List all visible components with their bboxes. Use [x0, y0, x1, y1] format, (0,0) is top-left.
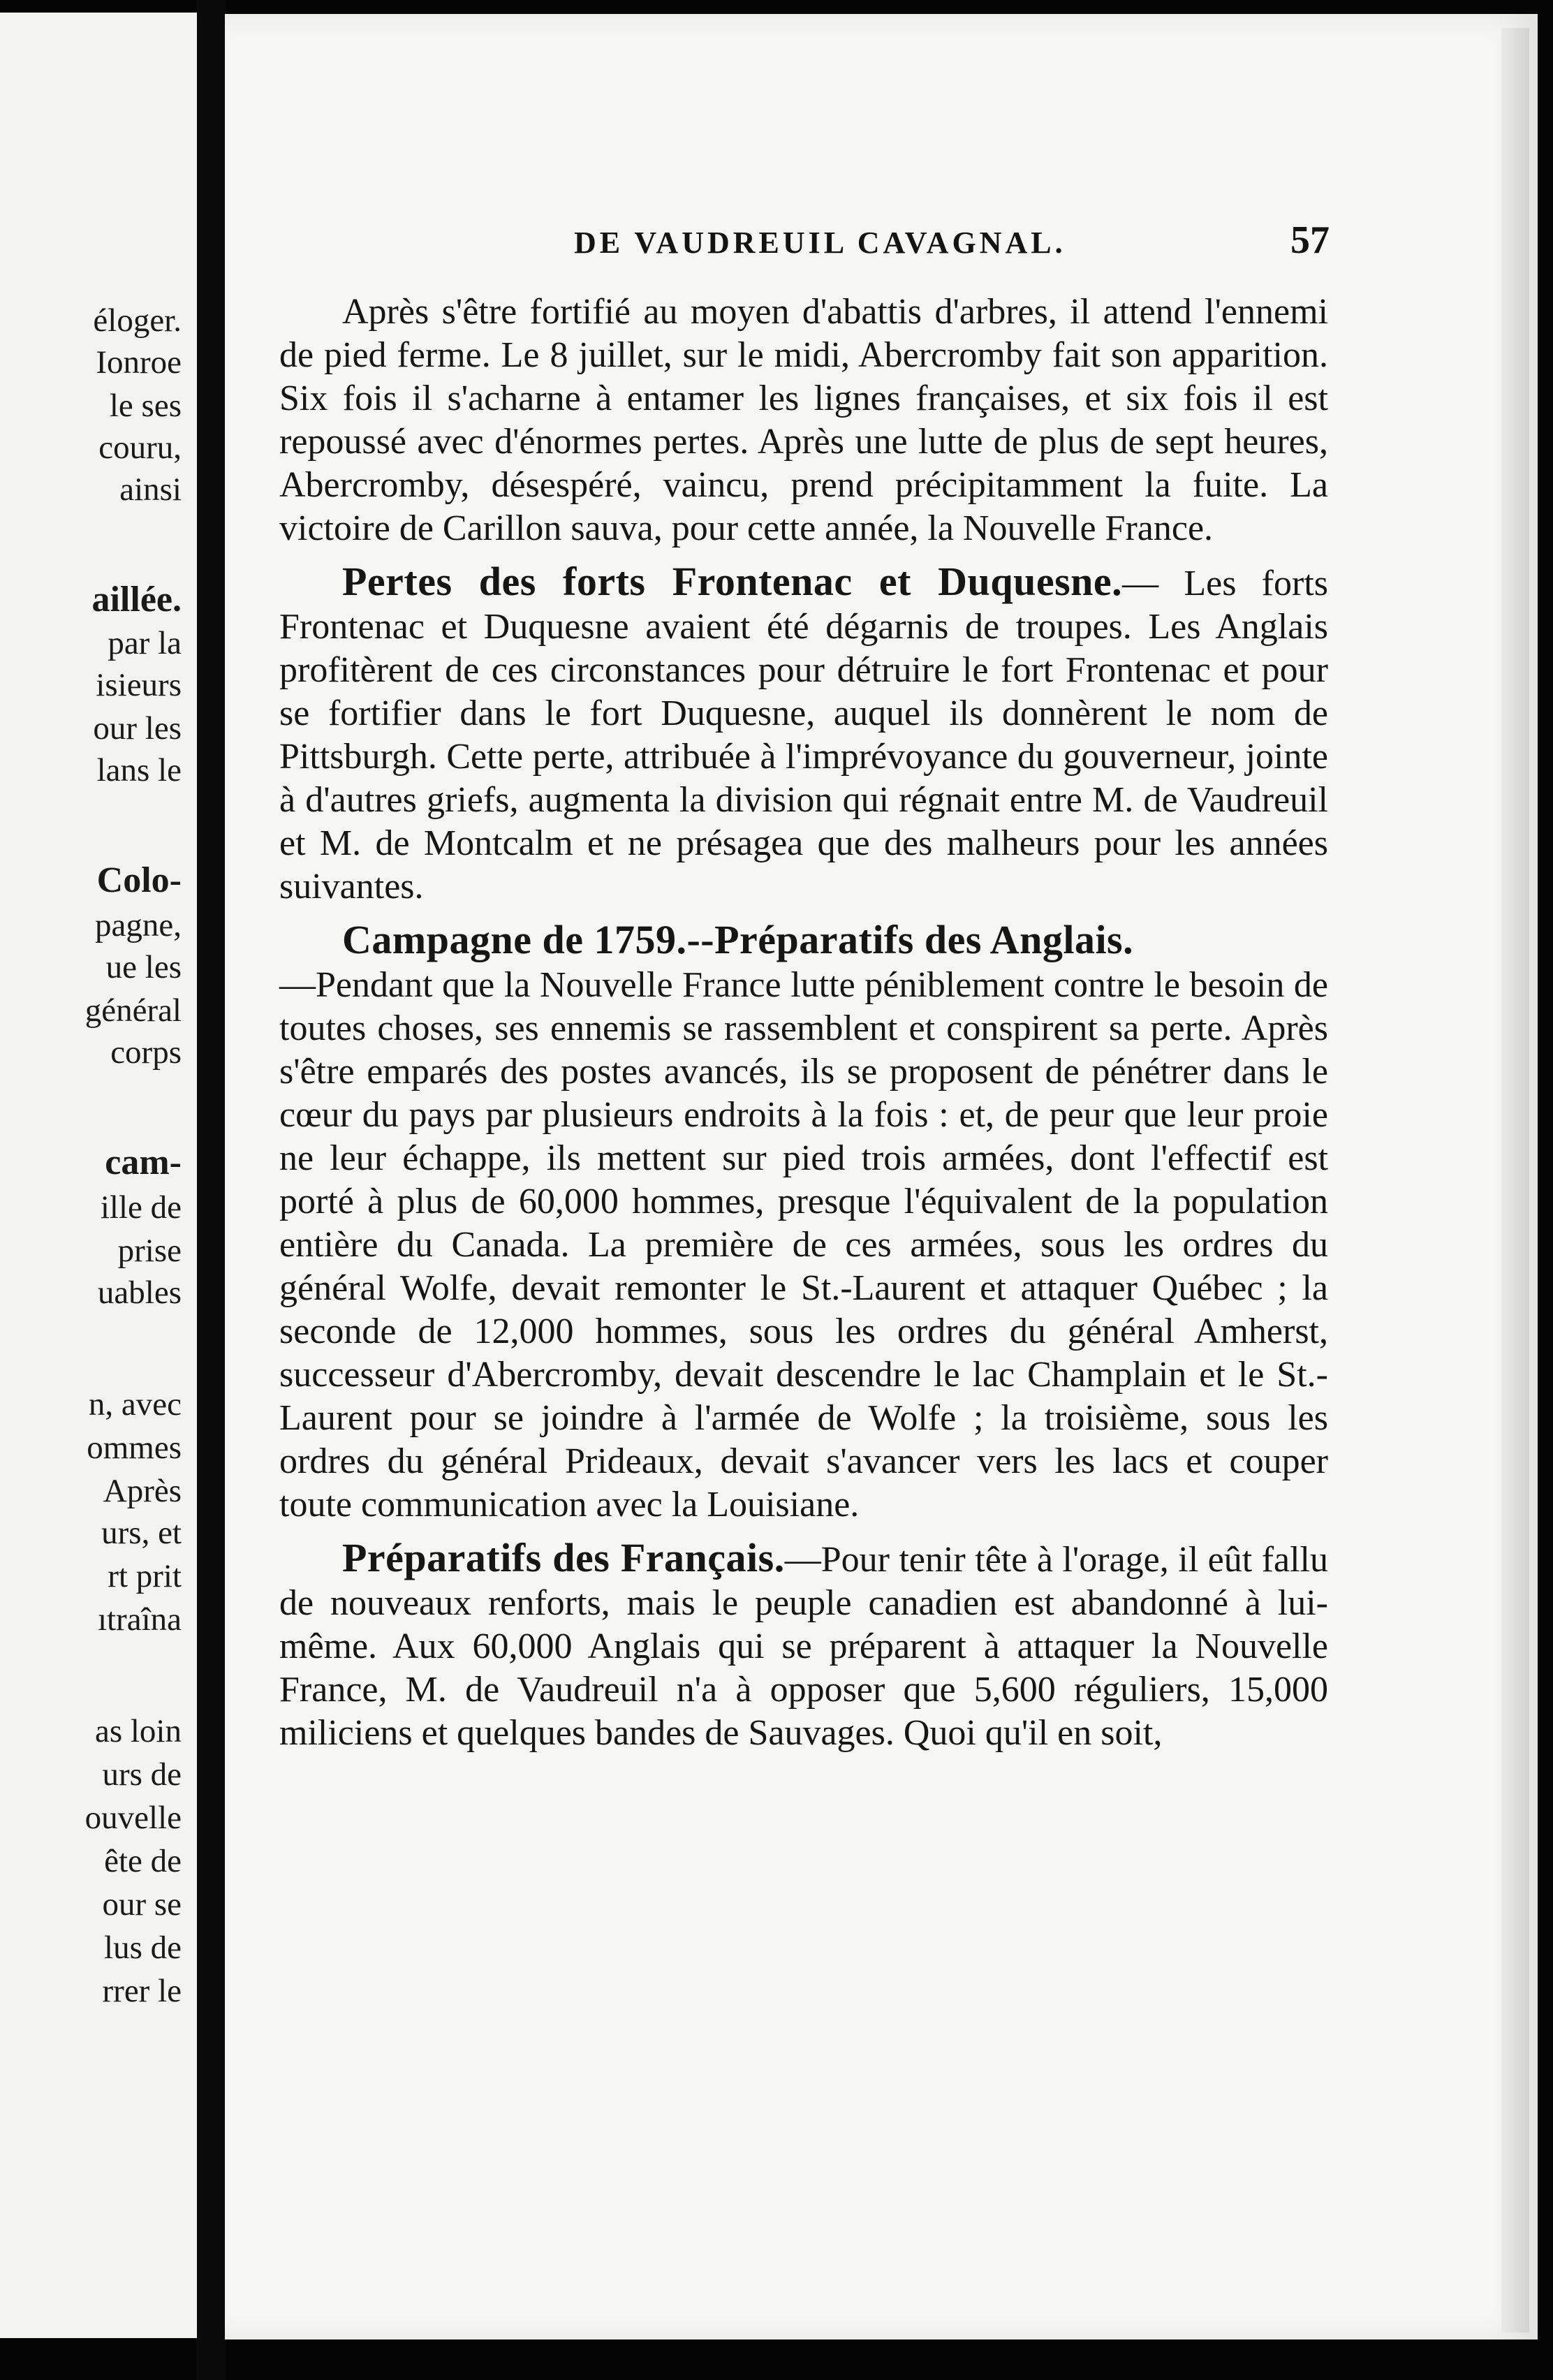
facing-page-fragment: our se [102, 1886, 182, 1923]
facing-page-fragment: ille de [100, 1189, 182, 1226]
facing-page-fragment: ainsi [119, 471, 182, 508]
facing-page-fragment: n, avec [88, 1386, 182, 1423]
section-heading: Préparatifs des Français. [342, 1535, 785, 1580]
facing-page-fragment: as loin [94, 1713, 182, 1749]
book-gutter [197, 0, 226, 2380]
facing-page-fragment: Colo- [96, 860, 182, 900]
section-forts [279, 560, 1328, 909]
section-campagne-heading [279, 918, 1328, 964]
section-body: —Pour tenir tête à l'orage, il eût fallu de nouveaux renforts, mais le peuple canadien est abandonné à lui-même. Aux 60,000 Anglais qui se préparent à attaquer la Nouvelle France, M. de Vaudreuil n'a à opposer que 5,600 réguliers, 15,000 miliciens et quelques bandes de Sauvages. Quoi qu'il en soit, [279, 1540, 1328, 1753]
facing-page-fragment: couru, [98, 429, 182, 466]
facing-page-fragment: our les [93, 710, 182, 747]
facing-page-fragment: ommes [87, 1430, 182, 1466]
facing-page-fragment: corps [110, 1034, 182, 1071]
facing-page-fragment: ouvelle [84, 1800, 182, 1836]
section-francais [279, 1536, 1328, 1755]
facing-page-fragment: ête de [104, 1843, 182, 1879]
facing-page-fragment: rt prit [108, 1558, 182, 1594]
running-head: DE VAUDREUIL CAVAGNAL. [574, 226, 1066, 260]
facing-page-fragment: prise [117, 1233, 182, 1269]
facing-page-fragment: Après [103, 1473, 182, 1509]
facing-page-fragment: éloger. [93, 302, 182, 339]
facing-page-fragment: isieurs [96, 667, 182, 703]
paragraph-carillon: Après s'être fortifié au moyen d'abattis d'arbres, il attend l'ennemi de pied ferme. Le 8 juillet, sur le midi, Abercromby fait son apparition. Six fois il s'acharne à entamer les lignes françaises, et six fois il est repoussé avec d'énormes pertes. Après une lutte de plus de sept heures, Abercromby, désespéré, vaincu, prend précipitamment la fuite. La victoire de Carillon sauva, pour cette année, la Nouvelle France. [279, 292, 1328, 548]
facing-page-fragment: rrer le [102, 1973, 182, 2009]
facing-page-fragment: cam- [105, 1143, 182, 1182]
facing-page-fragment: urs de [102, 1756, 182, 1793]
facing-page-fragment: aillée. [91, 580, 182, 619]
facing-page-left [0, 13, 199, 2338]
section-heading: Campagne de 1759.--Préparatifs des Anglais. [342, 917, 1134, 962]
page-edge [1501, 28, 1529, 2333]
page-number: 57 [1290, 219, 1330, 262]
facing-page-fragment: général [84, 992, 182, 1029]
facing-page-fragment: lus de [104, 1930, 182, 1966]
facing-page-fragment: uables [97, 1275, 182, 1311]
facing-page-fragment: urs, et [101, 1515, 182, 1551]
section-heading: Pertes des forts Frontenac et Duquesne. [342, 559, 1123, 604]
facing-page-fragment: Ionroe [96, 344, 182, 381]
text-column [279, 291, 1328, 1755]
facing-page-fragment: ue les [105, 949, 182, 985]
facing-page-fragment: lans le [96, 752, 182, 788]
facing-page-fragment: pagne, [95, 907, 182, 943]
section-campagne-body: —Pendant que la Nouvelle France lutte péniblement contre le besoin de toutes choses, ses ennemis se rassemblent et conspirent sa perte. Après s'être emparés des postes avancés, ils se proposent de pénétrer dans le cœur du pays par plusieurs endroits à la fois : et, de peur que leur proie ne leur échappe, ils mettent sur pied trois armées, dont l'effectif est porté à plus de 60,000 hommes, presque l'équivalent de la population entière du Canada. La première de ces armées, sous les ordres du général Wolfe, devait remonter le St.-Laurent et attaquer Québec ; la seconde de 12,000 hommes, sous les ordres du général Amherst, successeur d'Abercromby, devait descendre le lac Champlain et le St.-Laurent pour se joindre à l'armée de Wolfe ; la troisième, sous les ordres du général Prideaux, devait s'avancer vers les lacs et couper toute communication avec la Louisiane. [279, 965, 1328, 1525]
facing-page-fragment: par la [108, 625, 182, 661]
facing-page-fragment: ıtraîna [97, 1601, 182, 1638]
section-body: — Les forts Frontenac et Duquesne avaient été dégarnis de troupes. Les Anglais profitèrent de ces circonstances pour détruire le fort Frontenac et pour se fortifier dans le fort Duquesne, auquel ils donnèrent le nom de Pittsburgh. Cette perte, attribuée à l'imprévoyance du gouverneur, jointe à d'autres griefs, augmenta la division qui régnait entre M. de Vaudreuil et M. de Montcalm et ne présagea que des malheurs pour les années suivantes. [279, 564, 1328, 906]
facing-page-fragment: le ses [109, 388, 182, 424]
